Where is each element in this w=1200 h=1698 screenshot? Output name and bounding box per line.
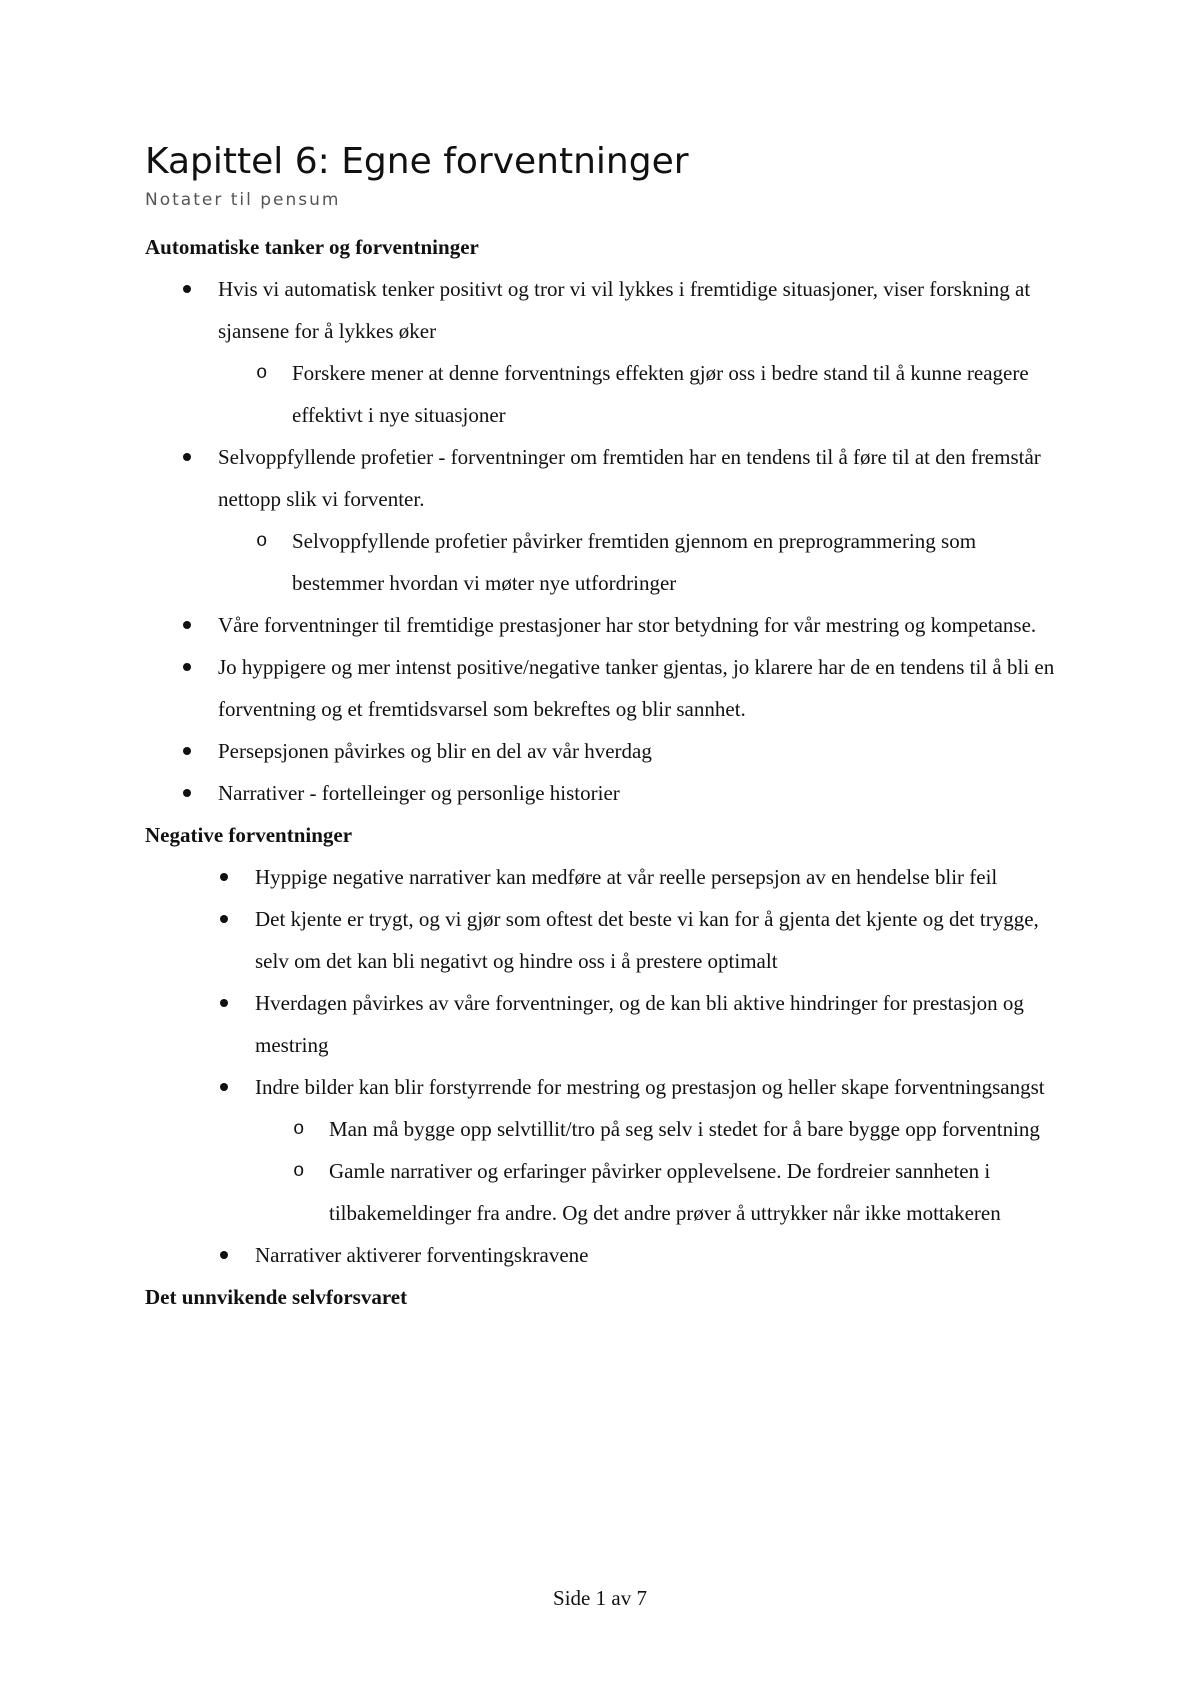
sub-list-item: o Man må bygge opp selvtillit/tro på seg selv i stedet for å bare bygge opp forventning xyxy=(291,1108,1065,1150)
list-item: Jo hyppigere og mer intenst positive/negative tanker gjentas, jo klarere har de en tendens til å bli en forventning og et fremtidsvarsel som bekreftes og blir sannhet. xyxy=(145,646,1065,730)
list-item-text: Indre bilder kan blir forstyrrende for mestring og prestasjon og heller skape forventningsangst xyxy=(255,1075,1045,1099)
sub-list xyxy=(254,352,1065,436)
page-number: Side 1 av 7 xyxy=(553,1586,647,1610)
sub-list-item: o Selvoppfyllende profetier påvirker fremtiden gjennom en preprogrammering som bestemmer hvordan vi møter nye utfordringer xyxy=(254,520,1065,604)
list-item: Narrativer aktiverer forventingskravene xyxy=(145,1234,1065,1276)
list-item xyxy=(145,1066,1065,1234)
list-item-text: Hvis vi automatisk tenker positivt og tror vi vil lykkes i fremtidige situasjoner, viser forskning at sjansene for å lykkes øker xyxy=(218,277,1031,343)
sub-list xyxy=(291,1108,1065,1234)
list-item: Narrativer - fortelleinger og personlige historier xyxy=(145,772,1065,814)
list-item xyxy=(145,436,1065,604)
document-page xyxy=(145,138,1065,1318)
list-item-text: Selvoppfyllende profetier - forventninger om fremtiden har en tendens til å føre til at den fremstår nettopp slik vi forventer. xyxy=(218,445,1041,511)
bullet-list xyxy=(145,268,1065,814)
section-heading: Automatiske tanker og forventninger xyxy=(145,235,479,259)
list-item xyxy=(145,268,1065,436)
sub-list xyxy=(254,520,1065,604)
list-item: Persepsjonen påvirkes og blir en del av vår hverdag xyxy=(145,730,1065,772)
list-item: Hverdagen påvirkes av våre forventninger, og de kan bli aktive hindringer for prestasjon og mestring xyxy=(145,982,1065,1066)
list-item: Hyppige negative narrativer kan medføre at vår reelle persepsjon av en hendelse blir feil xyxy=(145,856,1065,898)
section-heading: Det unnvikende selvforsvaret xyxy=(145,1285,408,1309)
sub-list-item: o Forskere mener at denne forventnings effekten gjør oss i bedre stand til å kunne reagere effektivt i nye situasjoner xyxy=(254,352,1065,436)
section-heading: Negative forventninger xyxy=(145,823,353,847)
document-subtitle: Notater til pensum xyxy=(145,190,341,210)
list-item: Det kjente er trygt, og vi gjør som oftest det beste vi kan for å gjenta det kjente og det trygge, selv om det kan bli negativt og hindre oss i å prestere optimalt xyxy=(145,898,1065,982)
list-item: Våre forventninger til fremtidige prestasjoner har stor betydning for vår mestring og kompetanse. xyxy=(145,604,1065,646)
sub-list-item: o Gamle narrativer og erfaringer påvirker opplevelsene. De fordreier sannheten i tilbakemeldinger fra andre. Og det andre prøver å uttrykker når ikke mottakeren xyxy=(291,1150,1065,1234)
bullet-list xyxy=(145,856,1065,1276)
document-title: Kapittel 6: Egne forventninger xyxy=(145,141,689,182)
